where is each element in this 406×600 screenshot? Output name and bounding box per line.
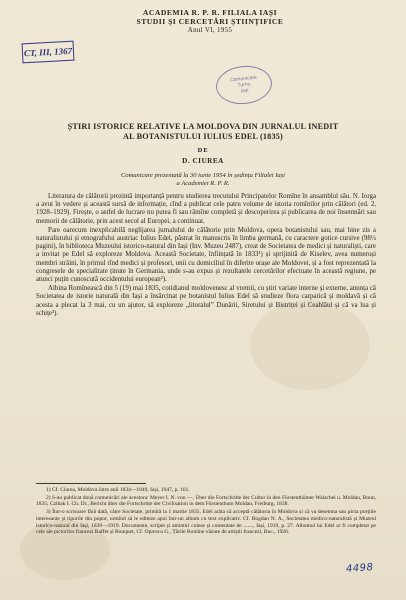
footnote: 3) Într-o scrisoare fără dată, către Societate, primită la 1 martie 1835, Edel arăta că acceptă călătoria în Moldova și că va desemna sau picta porțiile interesante și tipurile din popor, urmînd să le editeze apoi într-un album cu text explicativ. Cf. Bogdan N. A., Societatea medico-naturalistă și Muzeul istorico-natural din Iași, 1830—1919. Documente, scripte și amintiri culese și comentate de ......., Iași, 1919, p. 27. Albumul lui Edel ar fi completat pe cele ale pictorilor francezi Raffet și Bouquet, Cf. Oprescu G., Țările Romîne văzute de artiștii francezi, Buc., 1926. [36,509,376,536]
title-line-2: AL BOTANISTULUI IULIUS EDEL (1835) [123,132,283,141]
footnotes [36,487,376,537]
handwritten-number: 4498 [345,562,374,575]
footnote: 1) Cf. Ciurea, Moldova între anii 1834—1849, Iași, 1947, p. 161. [46,487,190,493]
paragraph: Literatura de călătorii prezintă importanță pentru studierea trecutului Principatelor Romîne în ansamblul său. N. Iorga a avut în vedere și această sursă de informație, cînd a publicat cele patru volume de istoria romînilor prin călători (ed. 2, 1928–1929). Firește, o astfel de lucrare nu putea fi sau rămîne completă și descoperirea și publicarea de noi însemnări sau memorii de călătorie, prin acest secol al Europei, a continuat. [36,193,376,225]
library-seal: Comunicare Turnu Iași [214,63,274,107]
journal-header [90,8,330,35]
footnote: 2) S-au publicat două comunicări ale acestora: Meyer I. N. von —, Über die Fortschritte der Cultur in den Fürstenthümer Walachei u. Moldau, Bonn, 1835; Czihak I. Ch. Dr., Bericht über die Fortschritte der Civilisation in dem Fürstenthum Moldau, Freiburg, 1838. [36,494,376,508]
paragraph: Albina Romînească din 5 (19) mai 1835, cotidianul moldovenesc al vremii, cu știri variate interne și externe, anunța că Societatea de istorie naturală din Iași a însărcinat pe botanistul Iulius Edel să studieze flora carpatică și moldavă și că acesta a plecat la 3 mai, cu un ajutor, să exploreze „litoralul” Dunării, Siretului și Bistriței și Ceahlăul și că va lua și schițe³). [36,285,376,317]
title-line-1: ȘTIRI ISTORICE RELATIVE LA MOLDOVA DIN JURNALUL INEDIT [67,122,339,131]
footnote-divider [36,483,146,484]
author-name: D. CIUREA [182,157,224,165]
by-label: DE [197,148,209,154]
communication-note: Comunicare prezentată la 30 iunie 1954 în ședința Filialei Iași a Academiei R. P. R. [121,172,285,187]
article-title [40,122,366,142]
journal-section: STUDII ȘI CERCETĂRI ȘTIINȚIFICE [136,17,284,26]
catalog-stamp: CT, III, 1367 [22,41,75,64]
academy-name: ACADEMIA R. P. R. FILIALA IAȘI [142,8,278,17]
paragraph: Pare oarecum inexplicabilă neglijarea jurnalului de călătorie prin Moldova, opera botanistului sau, mai bine zis a naturalistului și etnografului austriac Iulius Edel, păstrat în manuscris în limba germană, cu caractere gotice cursive (98½ pagini), în biblioteca Muzeului istorico-natural din Iași (Inv. Muzeu 2487), creat de Societatea de medici și naturaliști, care a invitat pe Edel să exploreze Moldova. Această Societate, înființată în 1833¹) și sprijinită de Kiselev, avea numeroși membri străini, în primul rînd medici și profesori, unii cu domiciliul în diferite orașe ale Moldovei, și a fost reprezentată la congresele de specialitate ținute în Germania, unde s-au expus și rezultatele cercetărilor efectuate în această regiune, pe atunci puțin cunoscută occidentului european²). [36,226,376,284]
journal-issue: Anul VI, 1955 [187,26,233,34]
article-body [36,193,376,319]
